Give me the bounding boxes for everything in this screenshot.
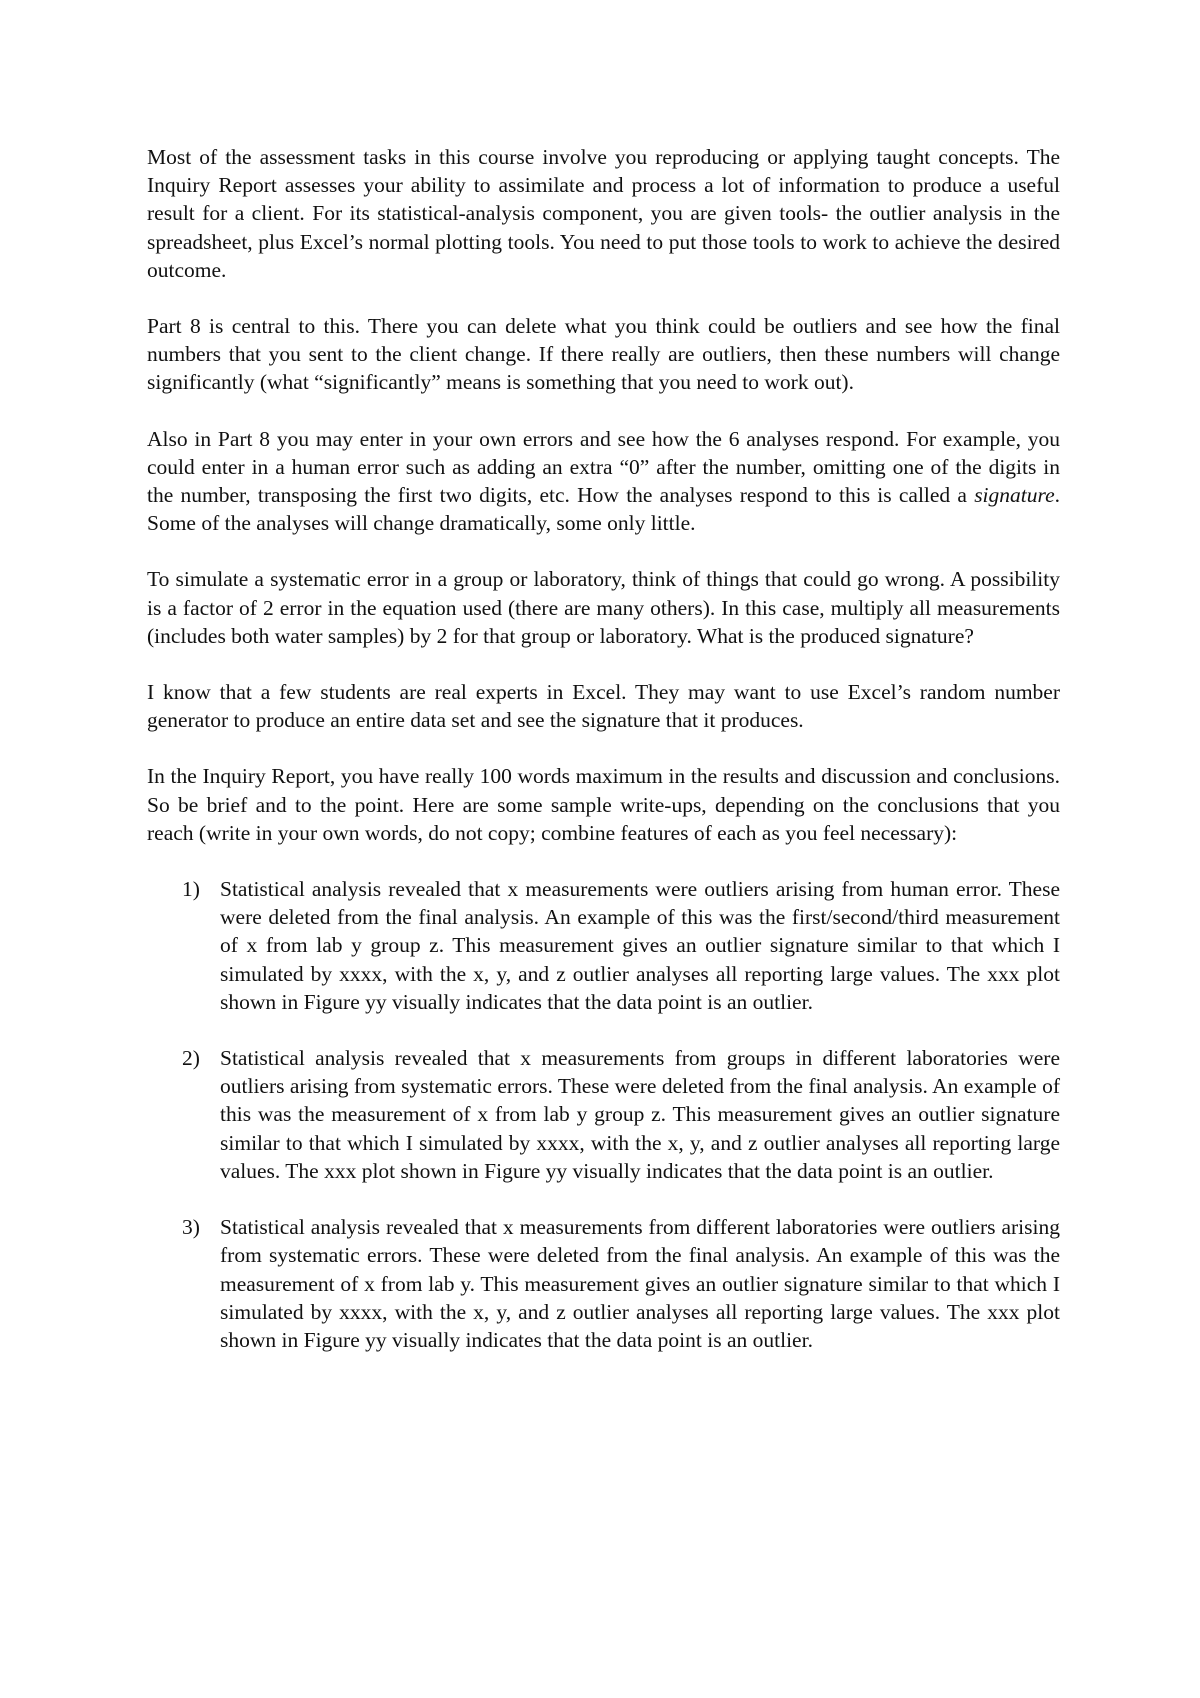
paragraph-part-8-central: Part 8 is central to this. There you can delete what you think could be outliers and see how the final numbers that you sent to the client change. If there really are outliers, then these numbers will change significantly (what “significantly” means is something that you need to work out). bbox=[147, 314, 1060, 395]
signature-emphasis: signature bbox=[974, 483, 1055, 508]
list-item-text: Statistical analysis revealed that x measurements were outliers arising from human error. These were deleted from the final analysis. An example of this was the first/second/third measurement of x from lab y group z. This measurement gives an outlier signature similar to that which I simulated by xxxx, with the x, y, and z outlier analyses all reporting large values. The xxx plot shown in Figure yy visually indicates that the data point is an outlier. bbox=[220, 877, 1060, 1014]
signature-text-before: Also in Part 8 you may enter in your own errors and see how the 6 analyses respond. For example, you could enter in a human error such as adding an extra “0” after the number, omitting one of the digits in the number, transposing the first two digits, etc. How the analyses respond to this is called a bbox=[147, 426, 1060, 508]
paragraph-inquiry-report: In the Inquiry Report, you have really 100 words maximum in the results and discussion and conclusions. So be brief and to the point. Here are some sample write-ups, depending on the conclusions that you reach (write in your own words, do not copy; combine features of each as you feel necessary): bbox=[147, 764, 1060, 845]
signature-text-after: . Some of the analyses will change dramatically, some only little. bbox=[147, 483, 1060, 536]
paragraph-excel-experts: I know that a few students are real experts in Excel. They may want to use Excel’s random number generator to produce an entire data set and see the signature that it produces. bbox=[147, 680, 1060, 733]
list-item-number: 2) bbox=[182, 1046, 200, 1071]
list-item-text: Statistical analysis revealed that x measurements from different laboratories were outliers arising from systematic errors. These were deleted from the final analysis. An example of this was the measurement of x from lab y. This measurement gives an outlier signature similar to that which I simulated by xxxx, with the x, y, and z outlier analyses all reporting large values. The xxx plot shown in Figure yy visually indicates that the data point is an outlier. bbox=[220, 1215, 1060, 1352]
paragraph-systematic-error: To simulate a systematic error in a group or laboratory, think of things that could go wrong. A possibility is a factor of 2 error in the equation used (there are many others). In this case, multiply all measurements (includes both water samples) by 2 for that group or laboratory. What is the produced signature? bbox=[147, 567, 1060, 648]
list-item-number: 1) bbox=[182, 877, 200, 902]
list-item bbox=[147, 875, 1060, 1016]
document-page bbox=[147, 143, 1060, 1382]
list-item bbox=[147, 1044, 1060, 1185]
list-item bbox=[147, 1213, 1060, 1354]
paragraph-assessment-intro: Most of the assessment tasks in this course involve you reproducing or applying taught concepts. The Inquiry Report assesses your ability to assimilate and process a lot of information to produce a useful result for a client. For its statistical-analysis component, you are given tools- the outlier analysis in the spreadsheet, plus Excel’s normal plotting tools. You need to put those tools to work to achieve the desired outcome. bbox=[147, 145, 1060, 282]
sample-write-ups-list bbox=[147, 875, 1060, 1354]
list-item-text: Statistical analysis revealed that x measurements from groups in different laboratories were outliers arising from systematic errors. These were deleted from the final analysis. An example of this was the measurement of x from lab y group z. This measurement gives an outlier signature similar to that which I simulated by xxxx, with the x, y, and z outlier analyses all reporting large values. The xxx plot shown in Figure yy visually indicates that the data point is an outlier. bbox=[220, 1046, 1060, 1183]
paragraph-signature bbox=[147, 425, 1060, 538]
list-item-number: 3) bbox=[182, 1215, 200, 1240]
